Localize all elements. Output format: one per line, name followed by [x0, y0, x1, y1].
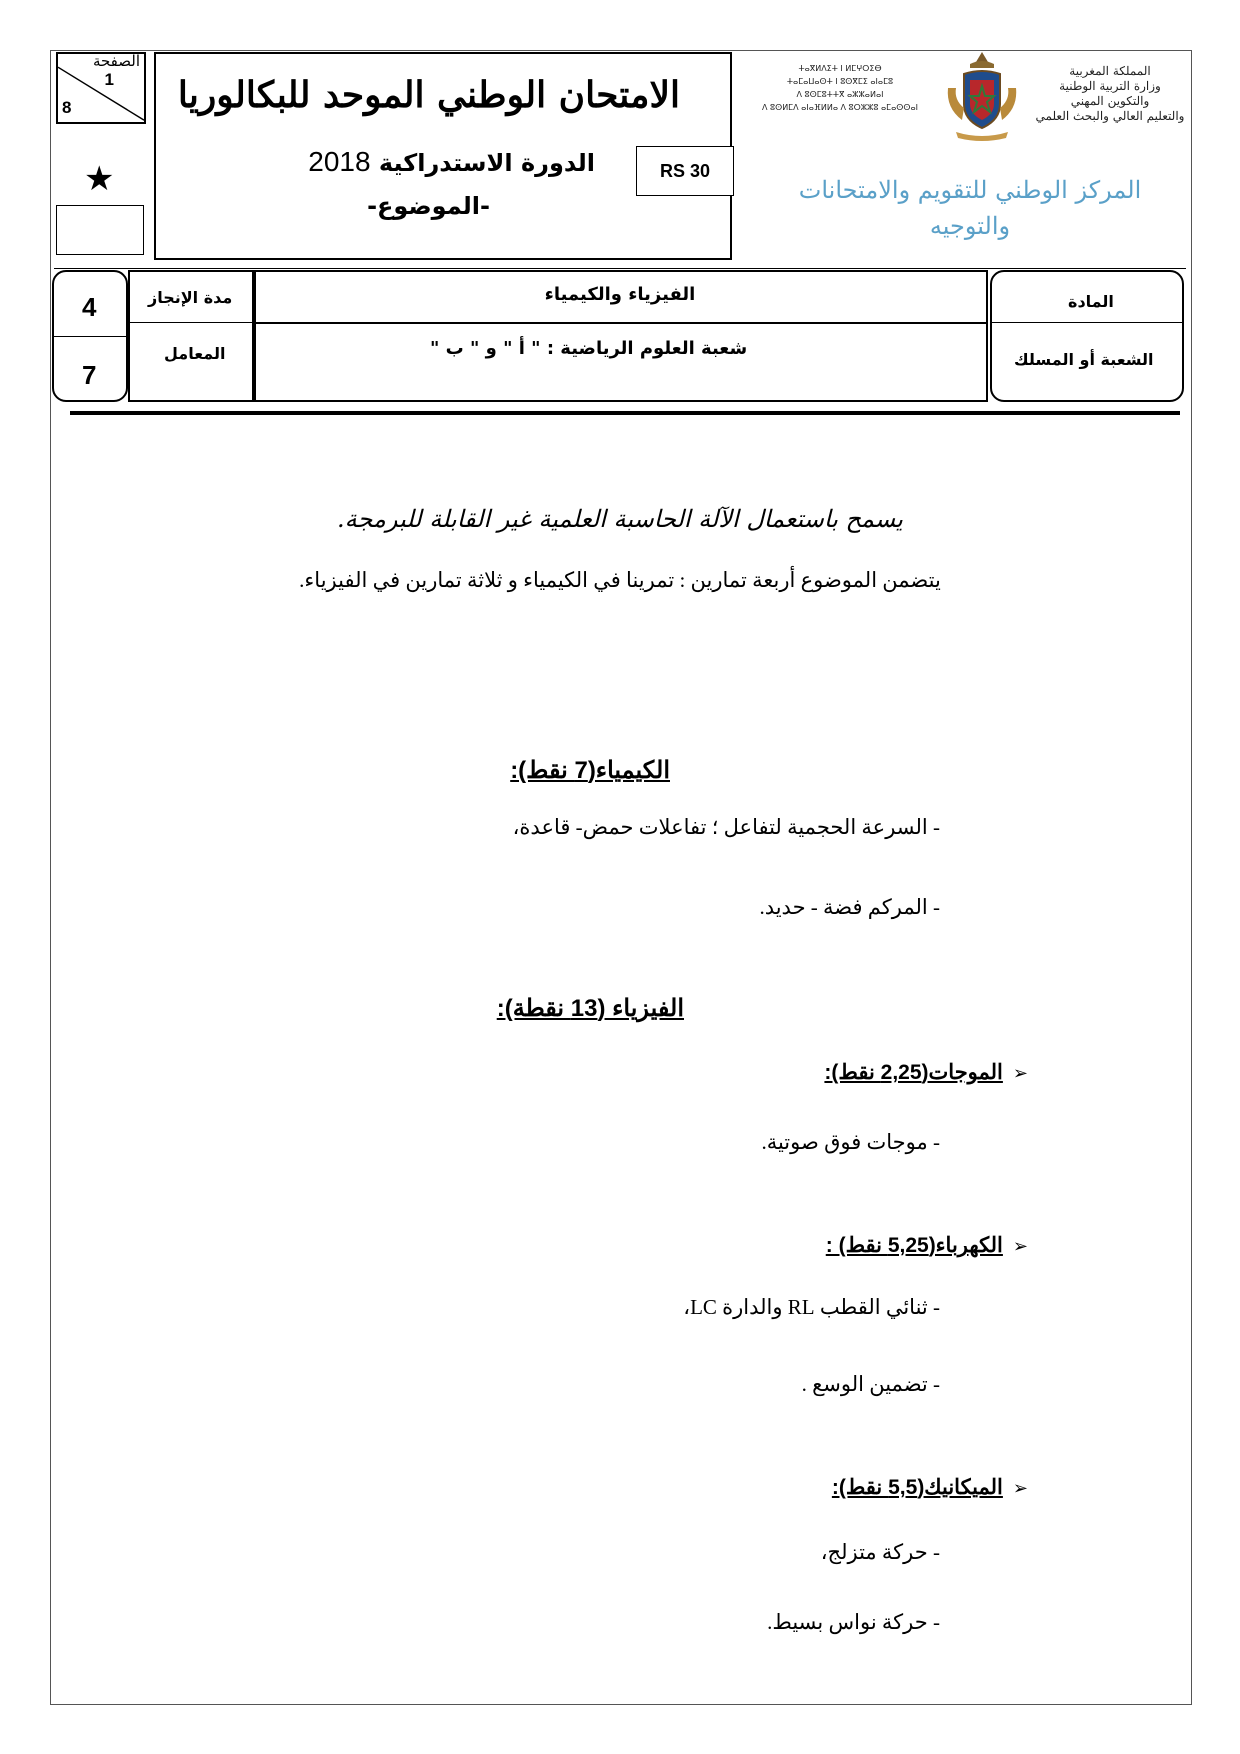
amazigh-line: ⴷ ⵓⵙⵎⵓⵜⵜⴳ ⴰⵣⵣⴰⵍⴰⵏ [796, 90, 884, 99]
arrow-bullet-icon: ➢ [1012, 1236, 1028, 1256]
label-divider [128, 322, 254, 323]
amazigh-line: ⵜⴰⴳⵍⴷⵉⵜ ⵏ ⵍⵎⵖⵔⵉⴱ [798, 64, 882, 73]
ministry-line: والتعليم العالي والبحث العلمي [1035, 109, 1185, 123]
electricity-item: - تضمين الوسع . [801, 1372, 940, 1396]
mechanics-title: الميكانيك(5,5 نقط): [831, 1476, 1003, 1499]
ministry-line: والتكوين المهني [1070, 94, 1150, 108]
ministry-line: وزارة التربية الوطنية [1059, 79, 1161, 93]
waves-title: الموجات(2,25 نقط): [824, 1061, 1003, 1084]
track-row-label: الشعبة أو المسلك [1014, 350, 1154, 369]
amazigh-line: ⵜⴰⵎⴰⵡⴰⵙⵜ ⵏ ⵓⵙⴳⵎⵉ ⴰⵏⴰⵎⵓ [786, 77, 894, 86]
content-divider [254, 322, 988, 324]
content-note: يتضمن الموضوع أربعة تمارين : تمرينا في الكيمياء و ثلاثة تمارين في الفيزياء. [299, 568, 941, 592]
page-label: الصفحة [92, 52, 140, 70]
chemistry-title: الكيمياء(7 نقط): [510, 757, 670, 784]
header-underline [70, 411, 1180, 415]
blank-box [56, 205, 144, 255]
amazigh-ministry-text [740, 62, 940, 114]
arrow-bullet-icon: ➢ [1012, 1478, 1028, 1498]
star-icon: ★ [84, 159, 115, 199]
physics-title: الفيزياء (13 نقطة): [496, 995, 684, 1022]
electricity-item: - ثنائي القطب RL والدارة LC، [683, 1295, 940, 1319]
session-line [308, 146, 595, 178]
exam-title: الامتحان الوطني الموحد للبكالوريا [177, 74, 680, 116]
waves-item: - موجات فوق صوتية. [761, 1130, 940, 1154]
page-current: 1 [104, 70, 114, 89]
session-label: الدورة الاستدراكية [378, 149, 595, 177]
amazigh-line: ⴷ ⵓⵙⵍⵎⴷ ⴰⵏⴰⴼⵍⵍⴰ ⴷ ⵓⵔⵣⵣⵓ ⴰⵎⴰⵙⵙⴰⵏ [762, 103, 918, 112]
row-label-divider [990, 322, 1184, 323]
arrow-bullet-icon: ➢ [1012, 1063, 1028, 1083]
center-name: المركز الوطني للتقويم والامتحانات والتوجيه [798, 176, 1142, 240]
duration-label: مدة الإنجاز [148, 288, 233, 307]
page-total: 8 [62, 98, 72, 117]
mechanics-item: - حركة نواس بسيط. [767, 1610, 940, 1634]
mechanics-heading [832, 1475, 1028, 1500]
value-divider [52, 336, 128, 337]
electricity-title: الكهرباء(5,25 نقط) : [825, 1234, 1003, 1257]
ministry-name [1010, 64, 1210, 124]
table-top-line [54, 268, 1186, 269]
session-year: 2018 [308, 146, 371, 177]
mechanics-item: - حركة متزلج، [820, 1540, 940, 1564]
calculator-note: يسمح باستعمال الآلة الحاسبة العلمية غير القابلة للبرمجة. [337, 505, 903, 533]
duration-value: 4 [82, 292, 97, 322]
waves-heading [824, 1060, 1028, 1085]
coefficient-value: 7 [82, 360, 97, 390]
chemistry-item: - السرعة الحجمية لتفاعل ؛ تفاعلات حمض- قاعدة، [512, 815, 940, 839]
subject-label: -الموضوع- [367, 192, 490, 220]
subject-row-label: المادة [1068, 292, 1114, 311]
ministry-line: المملكة المغربية [1069, 64, 1151, 78]
coefficient-label: المعامل [164, 344, 226, 363]
track-name: شعبة العلوم الرياضية : " أ " و " ب " [430, 338, 748, 359]
electricity-heading [826, 1233, 1028, 1258]
subject-name: الفيزياء والكيمياء [544, 284, 696, 305]
exam-code: RS 30 [636, 146, 734, 196]
chemistry-item: - المركم فضة - حديد. [759, 895, 940, 919]
row-label-column [990, 270, 1184, 402]
page-number-box [56, 52, 146, 124]
